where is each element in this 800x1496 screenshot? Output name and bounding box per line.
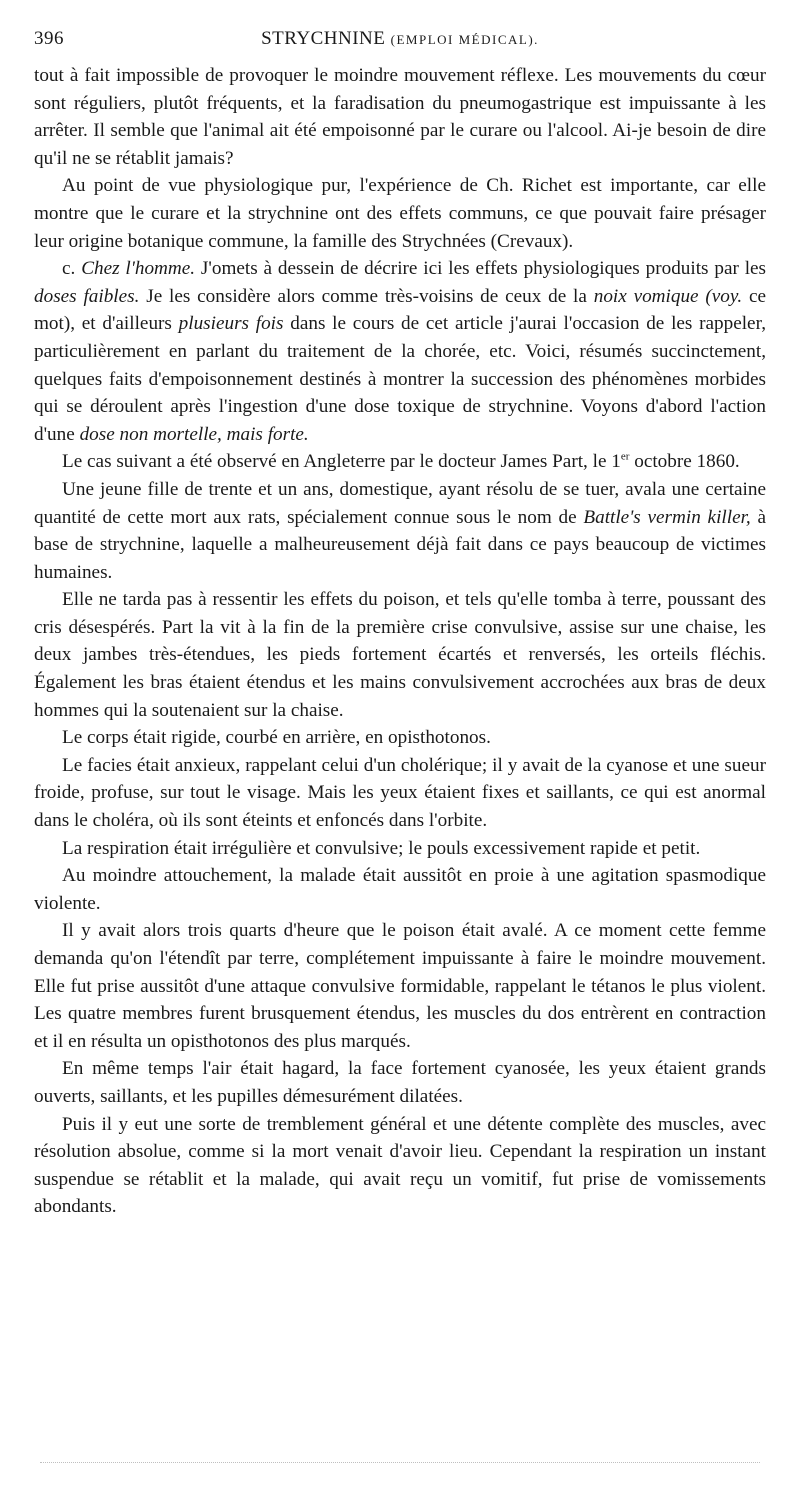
paragraph-3-italic-1: doses faibles. xyxy=(34,285,140,307)
running-title-main: STRYCHNINE xyxy=(261,28,386,49)
page-header xyxy=(34,28,766,62)
section-heading: Chez l'homme. xyxy=(81,258,196,280)
paragraph-4-text-2: octobre 1860. xyxy=(634,451,740,473)
paragraph-4-text-1: Le cas suivant a été observé en Angleterre par le docteur James Part, le 1 xyxy=(62,451,621,473)
book-page xyxy=(34,28,766,1221)
running-title xyxy=(34,28,766,50)
paragraph-3 xyxy=(34,255,766,448)
paragraph-11: Il y avait alors trois quarts d'heure que le poison était avalé. A ce moment cette femme demanda qu'on l'étendît par terre, complétement impuissante à faire le moindre mouvement. Elle fut prise aussitôt d'une attaque convulsive formidable, rappelant le tétanos le plus violent. Les quatre membres furent brusquement étendus, les muscles du dos entrèrent en contraction et il en résulta un opisthotonos des plus marqués. xyxy=(34,920,766,1052)
paragraph-3-italic-4: dose non mortelle, mais forte. xyxy=(79,423,309,445)
paragraph-9: La respiration était irrégulière et convulsive; le pouls excessivement rapide et petit. xyxy=(62,837,701,859)
paragraph-5 xyxy=(34,476,766,586)
paragraph-3-text-3: ce mot), et d'ailleurs xyxy=(34,285,766,335)
running-title-sub: (EMPLOI MÉDICAL). xyxy=(390,32,539,47)
paragraph-13: Puis il y eut une sorte de tremblement général et une détente complète des muscles, avec résolution absolue, comme si la mort venait d'avoir lieu. Cependant la respiration un instant suspendue se rétablit et la malade, qui avait reçu un vomitif, fut prise de vomissements abondants. xyxy=(34,1113,766,1218)
paragraph-3-italic-3: plusieurs fois xyxy=(178,313,284,335)
paragraph-5-text-1: Une jeune fille de trente et un ans, domestique, ayant résolu de se tuer, avala une certaine quantité de cette mort aux rats, spécialement connue sous le nom de xyxy=(34,478,766,528)
paragraph-1: tout à fait impossible de provoquer le moindre mouvement réflexe. Les mouvements du cœur sont réguliers, plutôt fréquents, et la faradisation du pneumogastrique est impuissante à les arrêter. Il semble que l'animal ait été empoisonné par le curare ou l'alcool. Ai-je besoin de dire qu'il ne se rétablit jamais? xyxy=(34,65,766,169)
paragraph-5-text-2: à base de strychnine, laquelle a malheureusement déjà fait dans ce pays beaucoup de victimes humaines. xyxy=(34,506,767,583)
paragraph-5-italic-1: Battle's vermin killer, xyxy=(583,506,751,528)
paragraph-8: Le facies était anxieux, rappelant celui d'un cholérique; il y avait de la cyanose et une sueur froide, profuse, sur tout le visage. Mais les yeux étaient fixes et saillants, ce qui est anormal dans le choléra, où ils sont éteints et enfoncés dans l'orbite. xyxy=(34,754,766,832)
paragraph-3-italic-2: noix vomique (voy. xyxy=(593,285,743,307)
body-text xyxy=(34,62,766,1221)
paragraph-7: Le corps était rigide, courbé en arrière, en opisthotonos. xyxy=(62,727,491,749)
paragraph-4 xyxy=(34,448,766,476)
paragraph-3-text-4: dans le cours de cet article j'aurai l'occasion de les rappeler, particulièrement en parlant du traitement de la chorée, etc. Voici, résumés succinctement, quelques faits d'empoisonnement destinés à montrer la succession des phénomènes morbides qui se déroulent après l'ingestion d'une dose toxique de strychnine. Voyons d'abord l'action d'une xyxy=(34,313,766,445)
paragraph-10: Au moindre attouchement, la malade était aussitôt en proie à une agitation spasmodique violente. xyxy=(34,865,766,914)
paragraph-2: Au point de vue physiologique pur, l'expérience de Ch. Richet est importante, car elle montre que le curare et la strychnine ont des effets communs, ce que pouvait faire présager leur origine botanique commune, la famille des Strychnées (Crevaux). xyxy=(34,175,766,252)
page-number: 396 xyxy=(34,28,64,49)
scan-specks-divider xyxy=(40,1462,760,1467)
section-label: c. xyxy=(62,258,76,280)
paragraph-3-text-1: J'omets à dessein de décrire ici les effets physiologiques produits par les xyxy=(200,258,767,280)
paragraph-6: Elle ne tarda pas à ressentir les effets du poison, et tels qu'elle tomba à terre, poussant des cris désespérés. Part la vit à la fin de la première crise convulsive, assise sur une chaise, les deux jambes très-étendues, les pieds fortement écartés et renversés, les orteils fléchis. Également les bras étaient étendus et les mains convulsivement accrochées aux bras de deux hommes qui la soutenaient sur la chaise. xyxy=(34,589,766,721)
paragraph-12: En même temps l'air était hagard, la face fortement cyanosée, les yeux étaient grands ouverts, saillants, et les pupilles démesurément dilatées. xyxy=(34,1058,766,1107)
ordinal-superscript: er xyxy=(620,450,630,463)
paragraph-3-text-2: Je les considère alors comme très-voisins de ceux de la xyxy=(146,285,587,307)
